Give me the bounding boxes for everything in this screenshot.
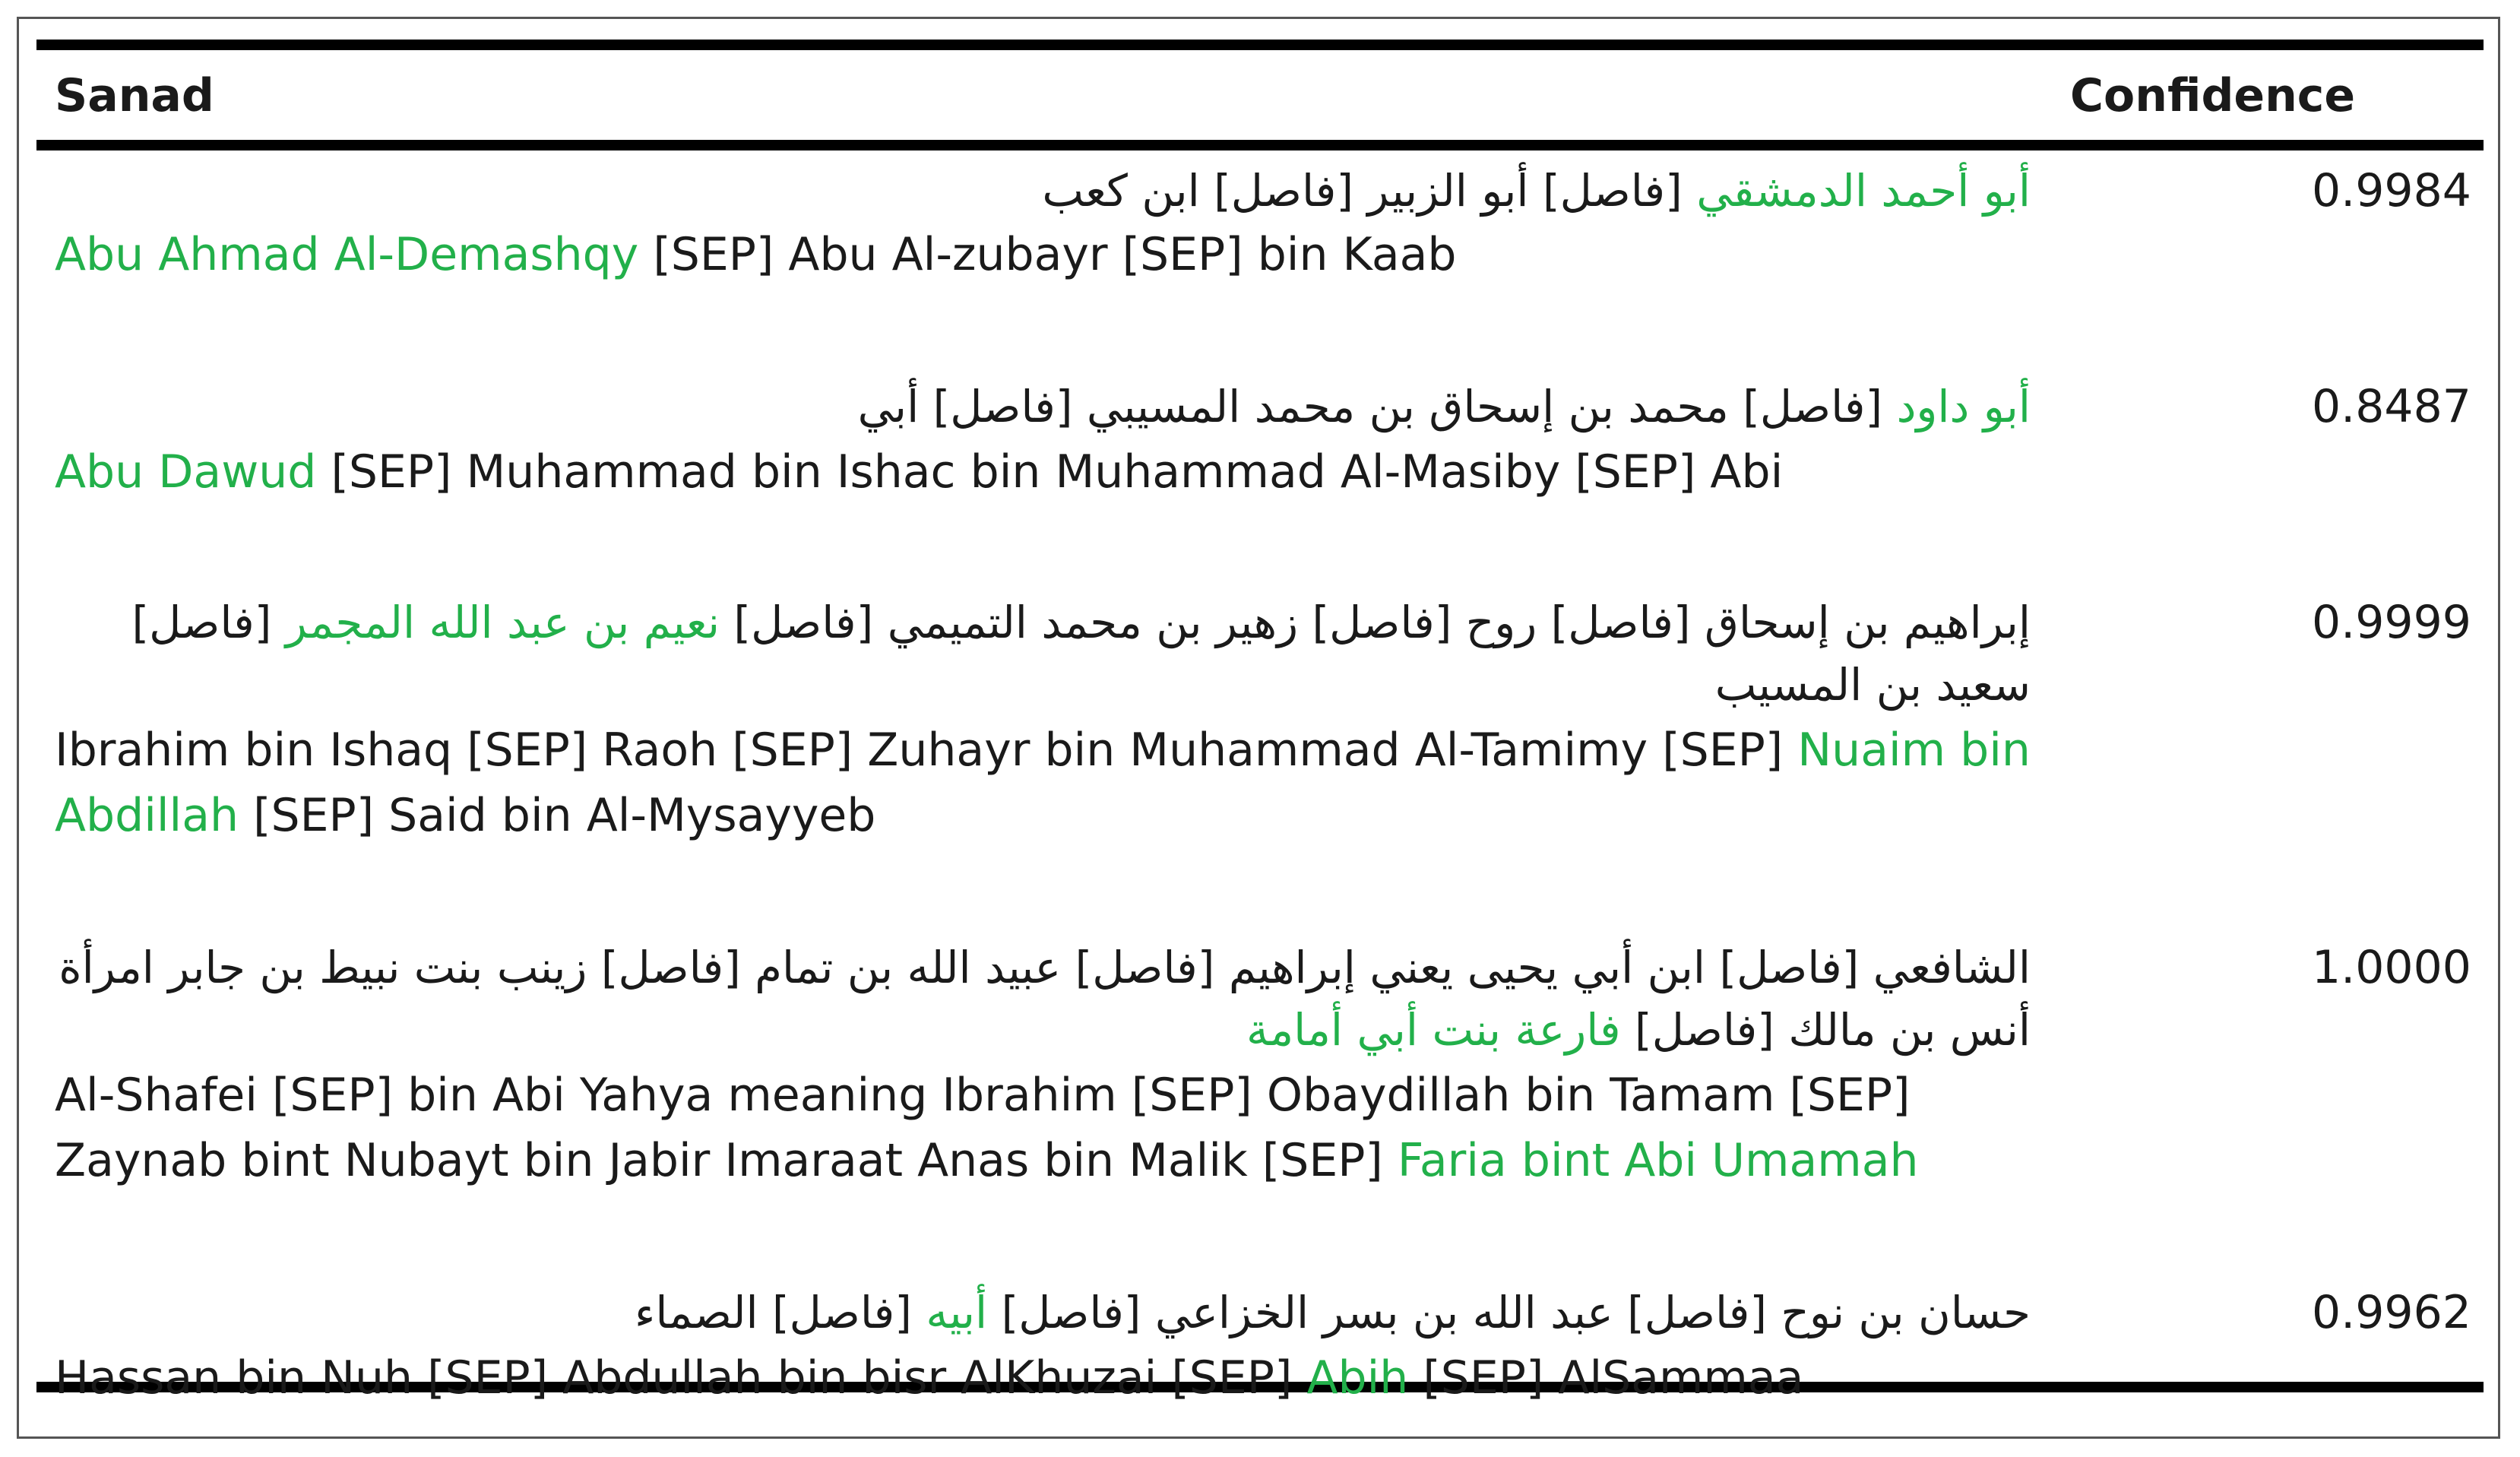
header-row <box>36 50 2484 140</box>
column-header-confidence: Confidence <box>2070 69 2356 122</box>
sanad-segment: [SEP] Muhammad bin Ishac bin Muhammad Al-Masiby [SEP] Abi <box>316 445 1784 499</box>
english-sanad <box>55 439 2031 505</box>
narrator-highlight: Faria bint Abi Umamah <box>1397 1134 1919 1187</box>
confidence-value: 0.9962 <box>2312 1286 2471 1339</box>
confidence-value: 0.8487 <box>2312 380 2471 433</box>
arabic-sanad <box>55 591 2031 716</box>
sanad-segment: Ibrahim bin Ishaq [SEP] Raoh [SEP] Zuhayr bin Muhammad Al-Tamimy [SEP] <box>55 724 1798 777</box>
english-sanad <box>55 1345 2031 1411</box>
sanad-table <box>36 40 2484 1405</box>
sanad-segment: [SEP] Said bin Al-Mysayyeb <box>239 789 876 842</box>
sanad-segment: [SEP] Abu Al-zubayr [SEP] bin Kaab <box>638 228 1457 281</box>
narrator-highlight: أبيه <box>926 1287 988 1338</box>
sanad-segment: [SEP] AlSammaa <box>1408 1351 1804 1405</box>
sanad-segment: [فاصل] الصماء <box>635 1287 926 1338</box>
confidence-value: 1.0000 <box>2312 941 2471 994</box>
narrator-highlight: أبو داود <box>1896 381 2031 432</box>
narrator-highlight: أبو أحمد الدمشقي <box>1696 165 2031 217</box>
sanad-segment: Al-Shafei [SEP] bin Abi Yahya meaning Ibrahim [SEP] Obaydillah bin Tamam [SEP] Zaynab bint Nubayt bin Jabir Imaraat Anas bin Malik [SEP] <box>55 1069 1911 1187</box>
sanad-segment: الشافعي [فاصل] ابن أبي يحيى يعني إبراهيم [فاصل] عبيد الله بن تمام [فاصل] زينب بنت نبيط بن جابر امرأة أنس بن مالك [فاصل] <box>59 942 2031 1056</box>
narrator-highlight: Nuaim bin Abdillah <box>55 724 2031 842</box>
narrator-highlight: Abih <box>1306 1351 1409 1405</box>
top-rule <box>36 40 2484 50</box>
narrator-highlight: فارعة بنت أبي أمامة <box>1246 1004 1621 1056</box>
header-rule <box>36 140 2484 150</box>
english-sanad <box>55 717 2031 848</box>
narrator-highlight: نعيم بن عبد الله المجمر <box>285 597 720 648</box>
arabic-sanad <box>55 375 2031 438</box>
narrator-highlight: Abu Ahmad Al-Demashqy <box>55 228 639 281</box>
sanad-segment: Hassan bin Nuh [SEP] Abdullah bin bisr AlKhuzai [SEP] <box>55 1351 1307 1405</box>
narrator-highlight: Abu Dawud <box>55 445 317 499</box>
confidence-value: 0.9999 <box>2312 596 2471 649</box>
english-sanad <box>55 1063 2031 1193</box>
column-header-sanad: Sanad <box>55 69 214 122</box>
arabic-sanad <box>55 160 2031 222</box>
sanad-segment: إبراهيم بن إسحاق [فاصل] روح [فاصل] زهير بن محمد التميمي [فاصل] <box>720 597 2031 648</box>
sanad-segment: [فاصل] سعيد بن المسيب <box>131 597 2031 711</box>
arabic-sanad <box>55 936 2031 1061</box>
confidence-value: 0.9984 <box>2312 164 2471 217</box>
english-sanad <box>55 222 2031 287</box>
table-body <box>36 150 2484 1405</box>
arabic-sanad <box>55 1281 2031 1344</box>
sanad-segment: [فاصل] محمد بن إسحاق بن محمد المسيبي [فاصل] أبي <box>857 381 1897 432</box>
sanad-segment: [فاصل] أبو الزبير [فاصل] ابن كعب <box>1042 165 1697 217</box>
sanad-segment: حسان بن نوح [فاصل] عبد الله بن بسر الخزاعي [فاصل] <box>987 1287 2031 1338</box>
